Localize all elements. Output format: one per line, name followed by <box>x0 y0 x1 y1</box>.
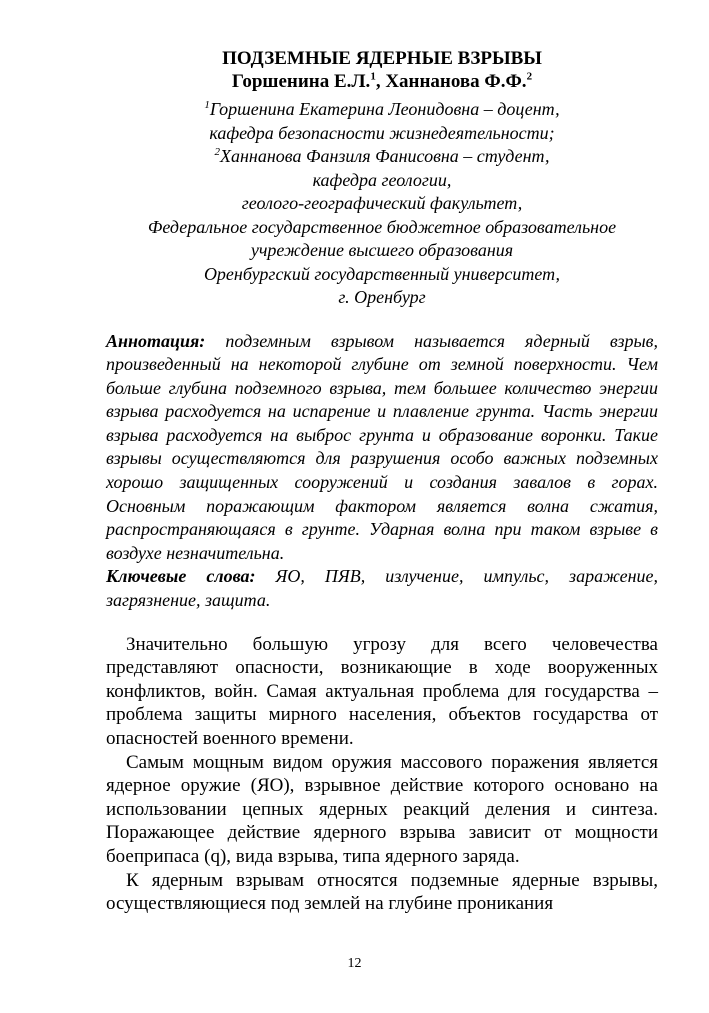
affiliation-line: Оренбургский государственный университет, <box>203 263 561 284</box>
affiliation-line: г. Оренбург <box>338 287 426 307</box>
affiliation-1-name: Горшенина Екатерина Леонидовна – доцент, <box>209 99 560 119</box>
page-number: 12 <box>347 956 362 971</box>
abstract-text: подземным взрывом называется ядерный взрыв, произведенный на некоторой глубине от земной поверхности. Чем больше глубина подземного взрыва, тем большее количество энергии взрыва расходуется на испарение и плавление грунта. Часть энергии взрыва расходуется на выброс грунта и образование воронки. Такие взрывы осуществляются для разрушения особо важных подземных хорошо защищенных сооружений и создания завалов в горах. Основным поражающим фактором является волна сжатия, распространяющаяся в грунте. Ударная волна при таком взрыве в воздухе незначительна. <box>106 330 658 563</box>
abstract-label: Аннотация: <box>106 330 206 351</box>
article-header <box>106 48 658 94</box>
affiliation-line: кафедра геологии, <box>312 169 452 190</box>
body-paragraph: Значительно большую угрозу для всего человечества представляют опасности, возникающие в ходе вооруженных конфликтов, войн. Самая актуальная проблема для государства – проблема защиты мирного населения, объектов государства от опасностей военного времени. <box>106 633 658 749</box>
body-paragraph: К ядерным взрывам относятся подземные ядерные взрывы, осуществляющиеся под землей на глубине проникания <box>106 869 658 915</box>
affiliation-block <box>106 98 658 310</box>
affiliation-2-sup: 2 <box>214 146 220 158</box>
body-paragraph: Самым мощным видом оружия массового поражения является ядерное оружие (ЯО), взрывное действие которого основано на использовании цепных ядерных реакций деления и синтеза. Поражающее действие ядерного взрыва зависит от мощности боеприпаса (q), вида взрыва, типа ядерного заряда. <box>106 751 658 867</box>
affiliation-1-sup: 1 <box>204 99 210 111</box>
author-2-sup: 2 <box>526 70 533 83</box>
author-1-name: Горшенина Е.Л. <box>231 71 371 92</box>
document-page <box>106 48 658 916</box>
body-text <box>106 633 658 916</box>
affiliation-line <box>106 98 658 122</box>
keywords-paragraph <box>106 565 658 612</box>
affiliation-line: кафедра безопасности жизнедеятельности; <box>209 122 555 143</box>
affiliation-line: учреждение высшего образования <box>250 240 514 260</box>
article-authors <box>106 70 658 94</box>
abstract-paragraph <box>106 330 658 566</box>
keywords-text: ЯО, ПЯВ, излучение, импульс, заражение, загрязнение, защита. <box>106 566 658 611</box>
keywords-label: Ключевые слова: <box>106 566 256 587</box>
affiliation-line: геолого-географический факультет, <box>241 193 523 213</box>
author-2-name: , Ханнанова Ф.Ф. <box>375 71 527 92</box>
author-1-sup: 1 <box>370 70 376 83</box>
affiliation-2-name: Ханнанова Фанзиля Фанисовна – студент, <box>220 146 550 166</box>
article-title: ПОДЗЕМНЫЕ ЯДЕРНЫЕ ВЗРЫВЫ <box>222 48 542 69</box>
abstract-block <box>106 330 658 613</box>
affiliation-line <box>106 145 658 169</box>
affiliation-line: Федеральное государственное бюджетное образовательное <box>147 216 617 237</box>
